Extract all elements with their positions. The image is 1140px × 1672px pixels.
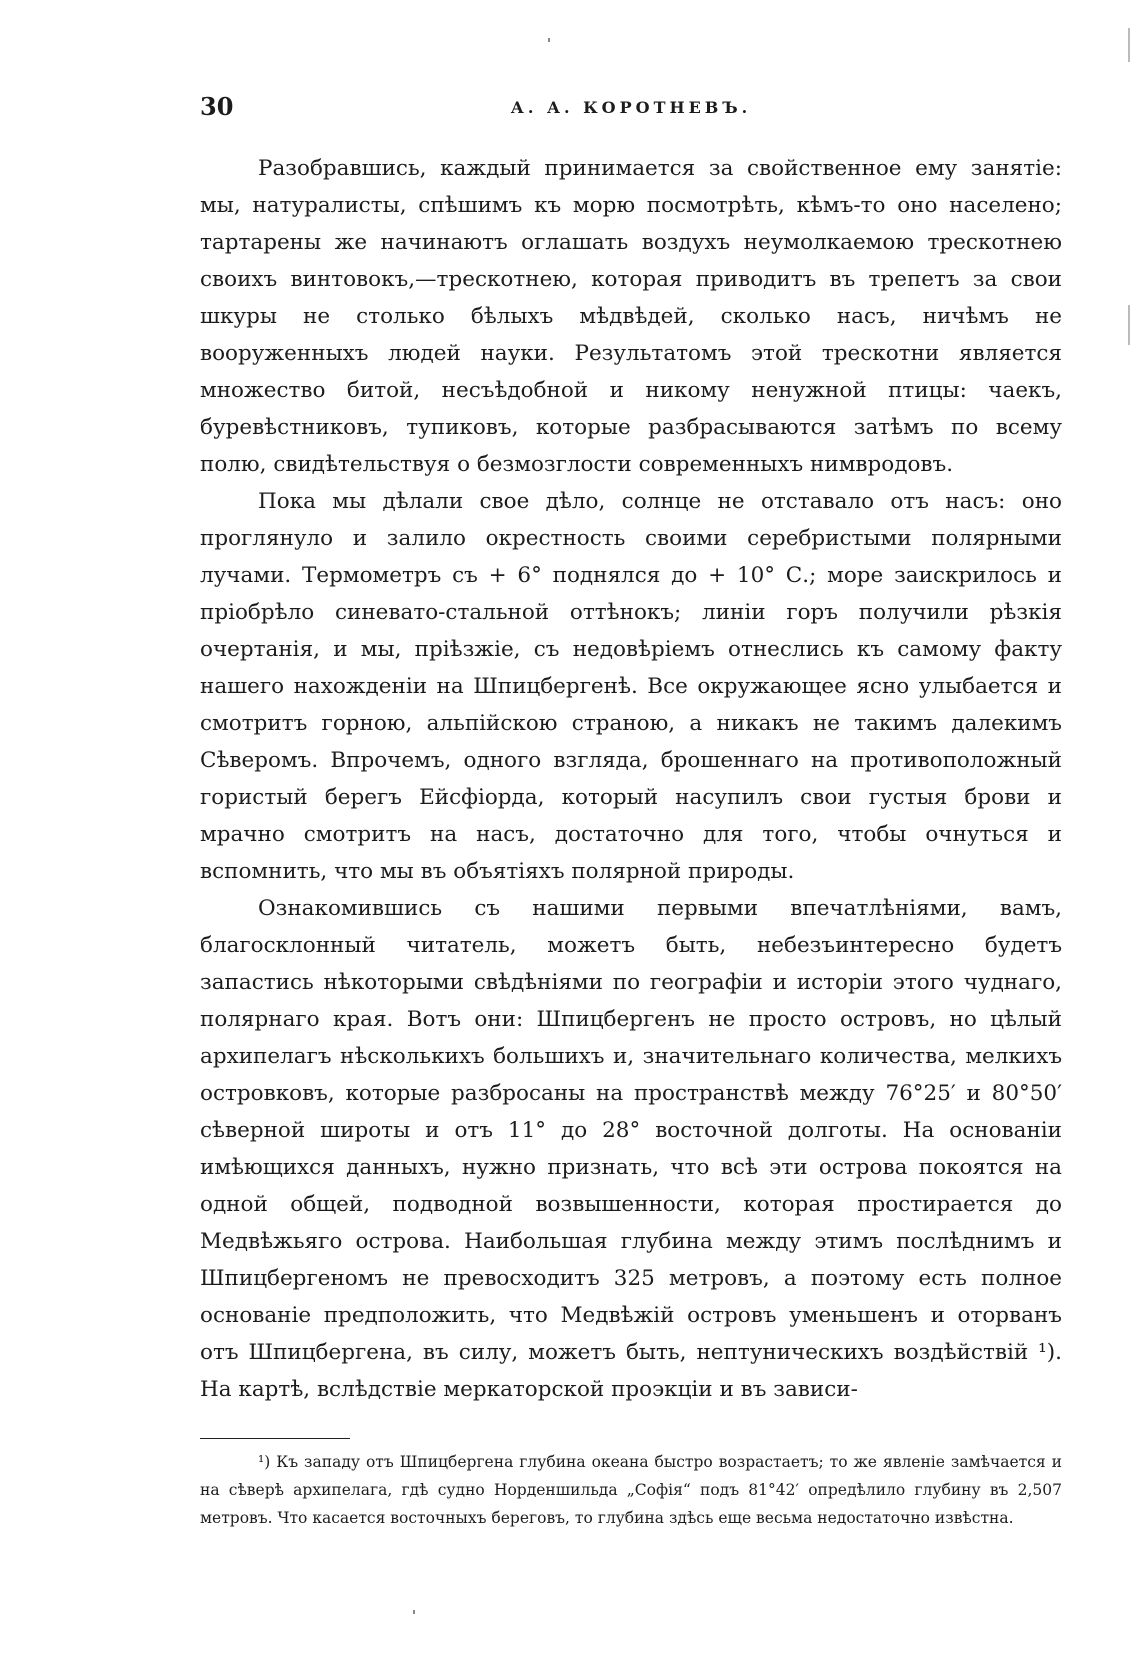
scan-edge-mark [1128, 28, 1130, 62]
paragraph-3: Ознакомившись съ нашими первыми впечатлѣніями, вамъ, благосклонный читатель, можетъ быть, небезъинтересно будетъ запастись нѣкоторыми свѣдѣніями по географіи и исторіи этого чуднаго, полярнаго края. Вотъ они: Шпицбергенъ не просто островъ, но цѣлый архипелагъ нѣсколькихъ большихъ и, значительнаго количества, мелкихъ островковъ, которые разбросаны на пространствѣ между 76°25′ и 80°50′ сѣверной широты и отъ 11° до 28° восточной долготы. На основаніи имѣющихся данныхъ, нужно признать, что всѣ эти острова покоятся на одной общей, подводной возвышенности, которая простирается до Медвѣжьяго острова. Наибольшая глубина между этимъ послѣднимъ и Шпицбергеномъ не превосходитъ 325 метровъ, а поэтому есть полное основаніе предположить, что Медвѣжій островъ уменьшенъ и оторванъ отъ Шпицбергена, въ силу, можетъ быть, нептуническихъ воздѣйствій ¹). На картѣ, вслѣдствіе меркаторской проэкціи и въ зависи- [200, 896, 1062, 1402]
page-header [200, 92, 1062, 126]
footnote-divider [200, 1438, 350, 1439]
main-text [200, 150, 1062, 1408]
footnote-text: ¹) Къ западу отъ Шпицбергена глубина океана быстро возрастаетъ; то же явленіе замѣчается и на сѣверѣ архипелага, гдѣ судно Норденшильда „Софія“ подъ 81°42′ опредѣлило глубину въ 2,507 метровъ. Что касается восточныхъ береговъ, то глубина здѣсь еще весьма недостаточно извѣстна. [200, 1453, 1062, 1527]
page-number: 30 [200, 92, 234, 121]
paragraph-1: Разобравшись, каждый принимается за свойственное ему занятіе: мы, натуралисты, спѣшимъ къ морю посмотрѣть, кѣмъ-то оно населено; тартарены же начинаютъ оглашать воздухъ неумолкаемою трескотнею своихъ винтовокъ,—трескотнею, которая приводитъ въ трепетъ за свои шкуры не столько бѣлыхъ мѣдвѣдей, сколько насъ, ничѣмъ не вооруженныхъ людей науки. Результатомъ этой трескотни является множество битой, несъѣдобной и никому ненужной птицы: чаекъ, буревѣстниковъ, тупиковъ, которые разбрасываются затѣмъ по всему полю, свидѣтельствуя о безмозглости современныхъ нимвродовъ. [200, 156, 1062, 477]
footnote [200, 1448, 1062, 1532]
scan-speck [413, 1610, 415, 1614]
scan-speck [548, 38, 550, 42]
running-title: А. А. КОРОТНЕВЪ. [510, 98, 752, 117]
paragraph-2: Пока мы дѣлали свое дѣло, солнце не отставало отъ насъ: оно проглянуло и залило окрестность своими серебристыми полярными лучами. Термометръ съ + 6° поднялся до + 10° С.; море заискрилось и пріобрѣло синевато-стальной оттѣнокъ; линіи горъ получили рѣзкія очертанія, и мы, пріѣзжіе, съ недовѣріемъ отнеслись къ самому факту нашего нахожденіи на Шпицбергенѣ. Все окружающее ясно улыбается и смотритъ горною, альпійскою страною, а никакъ не такимъ далекимъ Сѣверомъ. Впрочемъ, одного взгляда, брошеннаго на противоположный гористый берегъ Ейсфіорда, который насупилъ свои густыя брови и мрачно смотритъ на насъ, достаточно для того, чтобы очнуться и вспомнить, что мы въ объятіяхъ полярной природы. [200, 489, 1062, 884]
scan-edge-mark [1128, 305, 1130, 345]
